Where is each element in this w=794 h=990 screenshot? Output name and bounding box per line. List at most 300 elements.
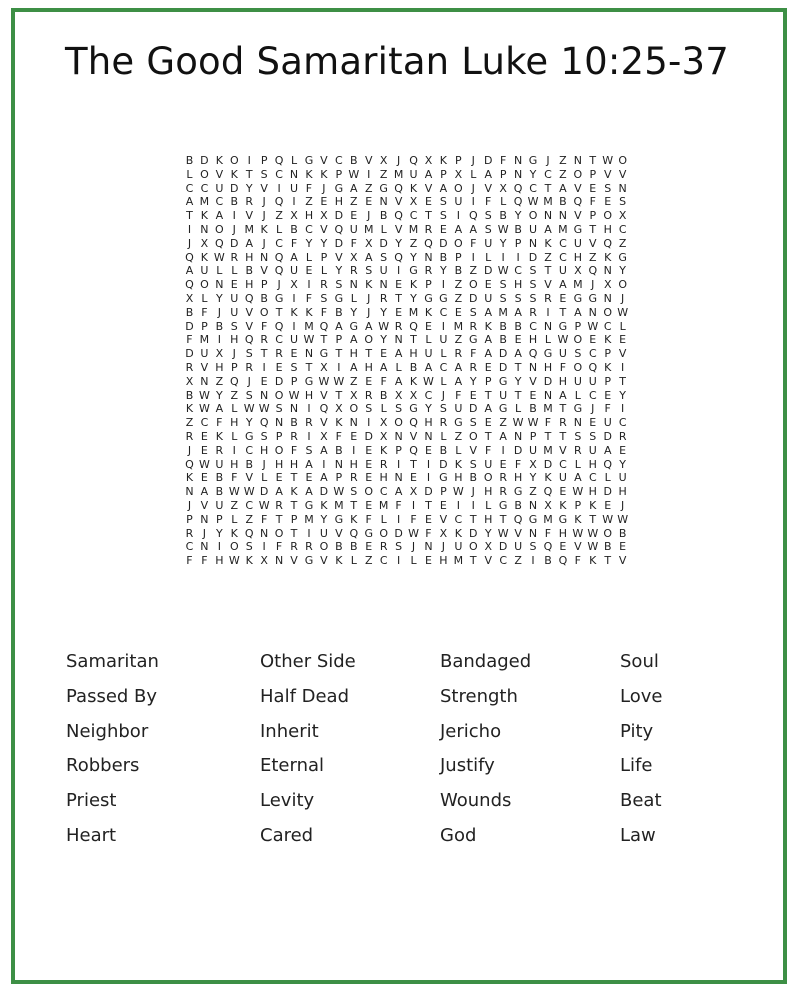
grid-letter: W bbox=[288, 388, 300, 402]
grid-letter: L bbox=[290, 154, 298, 167]
grid-letter: G bbox=[424, 291, 433, 305]
grid-letter: L bbox=[485, 250, 492, 264]
grid-letter: Z bbox=[454, 333, 463, 347]
grid-letter: K bbox=[305, 167, 313, 181]
grid-letter: A bbox=[364, 250, 373, 264]
grid-letter: M bbox=[453, 554, 464, 568]
grid-letter: I bbox=[396, 457, 401, 471]
grid-letter: Z bbox=[245, 512, 253, 526]
grid-letter: O bbox=[603, 526, 613, 540]
grid-letter: E bbox=[230, 278, 238, 292]
grid-letter: K bbox=[589, 554, 597, 568]
grid-letter: R bbox=[469, 319, 478, 333]
grid-letter: X bbox=[409, 388, 418, 402]
grid-letter: S bbox=[245, 388, 253, 402]
grid-letter: V bbox=[409, 429, 418, 443]
grid-letter: M bbox=[498, 305, 508, 319]
grid-letter: X bbox=[200, 236, 209, 250]
grid-letter: V bbox=[618, 554, 627, 568]
grid-letter: Q bbox=[513, 512, 523, 526]
grid-letter: L bbox=[186, 167, 193, 181]
grid-letter: W bbox=[602, 154, 614, 167]
grid-letter: J bbox=[367, 305, 371, 319]
grid-row bbox=[182, 361, 630, 375]
grid-letter: T bbox=[335, 347, 343, 361]
grid-letter: B bbox=[439, 250, 448, 264]
grid-letter: D bbox=[319, 485, 329, 499]
grid-letter: T bbox=[260, 347, 268, 361]
grid-letter: P bbox=[589, 167, 597, 181]
grid-letter: C bbox=[275, 333, 283, 347]
grid-letter: X bbox=[350, 388, 358, 402]
grid-letter: G bbox=[573, 222, 583, 236]
grid-letter: K bbox=[335, 416, 343, 430]
grid-letter: A bbox=[559, 388, 567, 402]
word-list-item: Eternal bbox=[260, 755, 325, 777]
word-list-item: Bandaged bbox=[440, 651, 532, 672]
grid-letter: C bbox=[424, 388, 433, 402]
grid-letter: T bbox=[320, 333, 328, 347]
grid-letter: W bbox=[587, 526, 599, 540]
grid-letter: C bbox=[335, 154, 343, 167]
grid-letter: V bbox=[215, 167, 224, 181]
grid-letter: W bbox=[243, 485, 255, 499]
grid-letter: R bbox=[230, 250, 239, 264]
grid-letter: H bbox=[454, 471, 463, 485]
grid-letter: I bbox=[471, 250, 475, 264]
grid-letter: O bbox=[603, 305, 613, 319]
grid-letter: N bbox=[200, 222, 209, 236]
grid-letter: L bbox=[500, 195, 507, 209]
grid-letter: R bbox=[275, 498, 283, 512]
grid-letter: K bbox=[230, 167, 238, 181]
grid-letter: Y bbox=[395, 236, 402, 250]
grid-letter: P bbox=[335, 333, 343, 347]
grid-row bbox=[182, 154, 630, 168]
grid-letter: H bbox=[484, 512, 493, 526]
grid-row bbox=[182, 554, 630, 568]
word-list bbox=[66, 649, 746, 859]
grid-letter: K bbox=[260, 222, 268, 236]
grid-row bbox=[182, 416, 630, 430]
grid-letter: U bbox=[290, 333, 299, 347]
grid-letter: I bbox=[217, 540, 221, 554]
grid-letter: H bbox=[230, 333, 239, 347]
grid-letter: I bbox=[262, 540, 266, 554]
grid-letter: L bbox=[261, 471, 268, 485]
grid-letter: D bbox=[543, 374, 553, 388]
grid-letter: L bbox=[231, 429, 238, 443]
grid-letter: I bbox=[307, 278, 311, 292]
grid-letter: L bbox=[410, 554, 417, 568]
grid-letter: F bbox=[275, 540, 283, 554]
grid-letter: J bbox=[591, 402, 595, 416]
grid-letter: L bbox=[380, 512, 387, 526]
grid-letter: S bbox=[469, 457, 477, 471]
grid-letter: U bbox=[573, 374, 582, 388]
grid-letter: L bbox=[395, 360, 402, 374]
grid-letter: S bbox=[395, 540, 403, 554]
grid-letter: N bbox=[543, 388, 553, 402]
grid-letter: S bbox=[484, 222, 492, 236]
grid-letter: Y bbox=[320, 236, 328, 250]
grid-letter: K bbox=[544, 471, 552, 485]
grid-letter: T bbox=[514, 360, 522, 374]
grid-letter: B bbox=[559, 195, 567, 209]
grid-letter: U bbox=[484, 236, 493, 250]
grid-letter: L bbox=[515, 402, 522, 416]
grid-letter: X bbox=[499, 181, 507, 195]
grid-letter: J bbox=[396, 154, 401, 167]
grid-letter: T bbox=[544, 429, 552, 443]
grid-letter: R bbox=[574, 443, 582, 457]
grid-letter: G bbox=[528, 154, 538, 167]
grid-letter: O bbox=[229, 154, 239, 167]
grid-letter: A bbox=[394, 485, 403, 499]
grid-letter: S bbox=[380, 250, 388, 264]
word-list-item: Robbers bbox=[66, 755, 140, 777]
grid-letter: N bbox=[513, 167, 523, 181]
grid-letter: O bbox=[379, 526, 388, 540]
grid-letter: C bbox=[245, 443, 254, 457]
grid-letter: T bbox=[484, 388, 492, 402]
grid-letter: J bbox=[262, 209, 266, 223]
grid-letter: N bbox=[260, 250, 269, 264]
grid-letter: Q bbox=[528, 347, 538, 361]
grid-letter: K bbox=[230, 526, 238, 540]
grid-letter: E bbox=[424, 195, 432, 209]
grid-letter: B bbox=[245, 264, 253, 278]
word-list-item: Law bbox=[620, 824, 656, 846]
grid-letter: H bbox=[304, 209, 314, 223]
grid-letter: K bbox=[604, 333, 612, 347]
grid-letter: K bbox=[290, 305, 298, 319]
grid-letter: B bbox=[499, 209, 507, 223]
grid-letter: H bbox=[439, 554, 448, 568]
grid-letter: O bbox=[274, 388, 284, 402]
grid-letter: V bbox=[574, 209, 582, 223]
grid-letter: K bbox=[245, 554, 253, 568]
grid-letter: B bbox=[185, 154, 194, 167]
grid-row bbox=[182, 251, 630, 265]
grid-letter: A bbox=[559, 278, 567, 292]
grid-letter: O bbox=[468, 540, 478, 554]
grid-letter: A bbox=[454, 374, 463, 388]
grid-letter: W bbox=[213, 250, 225, 264]
grid-letter: R bbox=[394, 319, 403, 333]
grid-letter: S bbox=[335, 278, 343, 292]
grid-row bbox=[182, 375, 630, 389]
grid-letter: M bbox=[334, 498, 344, 512]
grid-letter: J bbox=[187, 236, 192, 250]
grid-letter: H bbox=[409, 347, 418, 361]
grid-letter: W bbox=[497, 526, 509, 540]
grid-letter: J bbox=[262, 195, 266, 209]
grid-letter: R bbox=[305, 416, 313, 430]
grid-row bbox=[182, 499, 630, 513]
grid-letter: I bbox=[277, 181, 281, 195]
grid-letter: K bbox=[424, 305, 433, 319]
grid-letter: O bbox=[274, 443, 284, 457]
grid-letter: R bbox=[439, 416, 448, 430]
grid-letter: X bbox=[379, 154, 388, 167]
grid-letter: O bbox=[603, 209, 613, 223]
grid-letter: B bbox=[215, 319, 224, 333]
word-list-item: Jericho bbox=[440, 720, 502, 742]
grid-letter: H bbox=[618, 485, 627, 499]
grid-letter: G bbox=[513, 485, 523, 499]
grid-letter: I bbox=[501, 443, 505, 457]
grid-letter: R bbox=[499, 471, 507, 485]
grid-letter: B bbox=[514, 319, 522, 333]
grid-letter: V bbox=[618, 347, 627, 361]
grid-letter: J bbox=[322, 181, 326, 195]
grid-letter: X bbox=[454, 167, 463, 181]
word-list-item: Levity bbox=[260, 790, 315, 812]
grid-letter: G bbox=[409, 264, 418, 278]
grid-letter: R bbox=[379, 540, 388, 554]
grid-letter: U bbox=[618, 471, 627, 485]
grid-letter: O bbox=[618, 154, 627, 167]
grid-letter: E bbox=[484, 416, 492, 430]
grid-letter: L bbox=[604, 471, 611, 485]
grid-letter: F bbox=[425, 526, 432, 540]
grid-letter: Q bbox=[603, 457, 613, 471]
grid-letter: A bbox=[290, 250, 298, 264]
grid-letter: N bbox=[618, 181, 627, 195]
grid-letter: W bbox=[258, 402, 270, 416]
grid-letter: I bbox=[232, 209, 236, 223]
grid-letter: K bbox=[409, 181, 418, 195]
grid-letter: J bbox=[591, 278, 595, 292]
grid-letter: X bbox=[544, 498, 552, 512]
grid-letter: T bbox=[425, 498, 432, 512]
grid-letter: G bbox=[469, 333, 478, 347]
grid-letter: E bbox=[260, 374, 268, 388]
grid-letter: J bbox=[187, 498, 192, 512]
grid-letter: R bbox=[618, 429, 627, 443]
grid-letter: O bbox=[573, 360, 583, 374]
word-list-item: Heart bbox=[66, 824, 117, 846]
grid-letter: M bbox=[393, 167, 404, 181]
grid-letter: L bbox=[574, 388, 581, 402]
grid-letter: W bbox=[303, 333, 315, 347]
grid-letter: K bbox=[320, 167, 328, 181]
grid-letter: E bbox=[365, 540, 373, 554]
grid-letter: J bbox=[247, 374, 251, 388]
grid-letter: J bbox=[187, 443, 192, 457]
grid-letter: C bbox=[618, 416, 627, 430]
grid-letter: D bbox=[498, 360, 508, 374]
grid-letter: J bbox=[367, 291, 371, 305]
grid-letter: J bbox=[411, 540, 416, 554]
grid-letter: P bbox=[455, 154, 462, 167]
grid-letter: C bbox=[200, 416, 209, 430]
grid-letter: S bbox=[320, 291, 328, 305]
grid-letter: W bbox=[408, 526, 419, 540]
grid-letter: Y bbox=[410, 291, 417, 305]
grid-letter: W bbox=[452, 485, 464, 499]
grid-letter: O bbox=[215, 222, 224, 236]
grid-letter: G bbox=[543, 347, 553, 361]
grid-letter: N bbox=[528, 498, 538, 512]
grid-letter: B bbox=[499, 319, 507, 333]
grid-letter: E bbox=[395, 278, 403, 292]
grid-letter: T bbox=[544, 264, 552, 278]
grid-letter: H bbox=[588, 485, 597, 499]
grid-letter: L bbox=[201, 291, 208, 305]
grid-letter: U bbox=[558, 264, 567, 278]
grid-letter: C bbox=[544, 167, 552, 181]
grid-letter: A bbox=[514, 347, 522, 361]
grid-letter: L bbox=[440, 347, 447, 361]
grid-letter: I bbox=[411, 498, 416, 512]
grid-letter: A bbox=[245, 236, 253, 250]
grid-letter: Z bbox=[559, 167, 567, 181]
grid-letter: O bbox=[618, 278, 627, 292]
grid-letter: Q bbox=[274, 250, 284, 264]
grid-letter: M bbox=[199, 195, 210, 209]
grid-letter: Q bbox=[543, 540, 553, 554]
grid-letter: S bbox=[245, 347, 253, 361]
grid-letter: G bbox=[274, 291, 284, 305]
grid-letter: V bbox=[484, 181, 492, 195]
grid-letter: U bbox=[290, 181, 299, 195]
grid-letter: F bbox=[470, 347, 477, 361]
grid-letter: I bbox=[367, 167, 371, 181]
grid-letter: X bbox=[185, 374, 194, 388]
grid-letter: P bbox=[589, 209, 597, 223]
grid-letter: B bbox=[469, 471, 478, 485]
grid-letter: F bbox=[574, 554, 581, 568]
grid-letter: L bbox=[276, 222, 283, 236]
grid-letter: M bbox=[244, 222, 254, 236]
grid-letter: C bbox=[185, 540, 194, 554]
grid-letter: O bbox=[468, 278, 478, 292]
grid-letter: G bbox=[334, 291, 344, 305]
grid-letter: V bbox=[335, 250, 343, 264]
grid-letter: E bbox=[290, 347, 298, 361]
grid-letter: O bbox=[229, 540, 239, 554]
grid-letter: W bbox=[228, 554, 240, 568]
grid-letter: Y bbox=[215, 291, 223, 305]
grid-letter: V bbox=[394, 222, 403, 236]
grid-letter: J bbox=[217, 305, 221, 319]
grid-letter: C bbox=[185, 181, 194, 195]
grid-letter: E bbox=[275, 360, 283, 374]
grid-letter: R bbox=[349, 471, 358, 485]
grid-letter: F bbox=[320, 305, 328, 319]
grid-letter: K bbox=[185, 471, 194, 485]
grid-letter: A bbox=[544, 222, 552, 236]
grid-letter: C bbox=[499, 554, 507, 568]
word-list-item: Inherit bbox=[260, 720, 319, 742]
grid-letter: C bbox=[200, 181, 209, 195]
grid-letter: K bbox=[454, 526, 462, 540]
grid-letter: A bbox=[335, 319, 343, 333]
grid-letter: P bbox=[440, 485, 447, 499]
grid-letter: I bbox=[396, 554, 401, 568]
grid-letter: Q bbox=[244, 291, 254, 305]
grid-letter: D bbox=[528, 250, 538, 264]
word-list-item: Other Side bbox=[260, 651, 356, 672]
grid-letter: J bbox=[471, 154, 475, 167]
grid-letter: Y bbox=[514, 374, 522, 388]
grid-letter: H bbox=[245, 250, 254, 264]
grid-letter: V bbox=[559, 443, 567, 457]
grid-letter: T bbox=[589, 512, 597, 526]
grid-letter: A bbox=[424, 167, 433, 181]
word-list-item: Life bbox=[620, 755, 653, 777]
grid-letter: R bbox=[454, 347, 463, 361]
grid-letter: M bbox=[543, 443, 553, 457]
grid-letter: U bbox=[499, 388, 508, 402]
grid-letter: I bbox=[337, 360, 341, 374]
grid-letter: C bbox=[559, 457, 567, 471]
grid-letter: Z bbox=[364, 181, 373, 195]
grid-letter: M bbox=[199, 333, 210, 347]
grid-letter: F bbox=[350, 236, 357, 250]
grid-letter: A bbox=[484, 347, 492, 361]
grid-letter: U bbox=[529, 222, 538, 236]
grid-letter: A bbox=[185, 195, 194, 209]
grid-letter: K bbox=[604, 250, 612, 264]
grid-letter: A bbox=[484, 402, 492, 416]
grid-letter: I bbox=[516, 250, 520, 264]
grid-letter: F bbox=[231, 471, 238, 485]
grid-letter: A bbox=[305, 485, 313, 499]
grid-letter: D bbox=[230, 236, 239, 250]
grid-letter: E bbox=[484, 360, 492, 374]
grid-letter: K bbox=[200, 209, 209, 223]
grid-letter: H bbox=[424, 416, 433, 430]
grid-letter: Q bbox=[274, 264, 284, 278]
grid-letter: C bbox=[305, 222, 313, 236]
grid-letter: G bbox=[588, 291, 598, 305]
grid-letter: D bbox=[469, 291, 478, 305]
grid-letter: K bbox=[439, 154, 448, 167]
grid-letter: T bbox=[559, 305, 567, 319]
grid-letter: E bbox=[529, 388, 537, 402]
grid-letter: Q bbox=[424, 236, 433, 250]
grid-letter: A bbox=[364, 319, 373, 333]
grid-letter: E bbox=[499, 457, 507, 471]
grid-letter: W bbox=[333, 374, 345, 388]
grid-letter: R bbox=[559, 416, 567, 430]
grid-letter: V bbox=[514, 526, 522, 540]
grid-letter: J bbox=[621, 498, 625, 512]
grid-letter: R bbox=[320, 278, 328, 292]
grid-letter: P bbox=[290, 374, 298, 388]
grid-letter: K bbox=[380, 443, 388, 457]
grid-letter: B bbox=[185, 388, 194, 402]
grid-letter: M bbox=[408, 305, 419, 319]
grid-letter: A bbox=[514, 305, 522, 319]
grid-letter: F bbox=[290, 236, 298, 250]
grid-letter: A bbox=[185, 264, 194, 278]
grid-letter: K bbox=[454, 457, 462, 471]
word-list-item: Soul bbox=[620, 651, 659, 672]
grid-letter: G bbox=[498, 374, 508, 388]
grid-letter: Q bbox=[259, 416, 269, 430]
grid-letter: V bbox=[320, 222, 328, 236]
grid-letter: W bbox=[527, 195, 539, 209]
grid-letter: B bbox=[335, 540, 343, 554]
grid-letter: M bbox=[304, 512, 314, 526]
grid-letter: S bbox=[574, 429, 582, 443]
grid-letter: W bbox=[572, 485, 584, 499]
grid-letter: Y bbox=[484, 526, 492, 540]
